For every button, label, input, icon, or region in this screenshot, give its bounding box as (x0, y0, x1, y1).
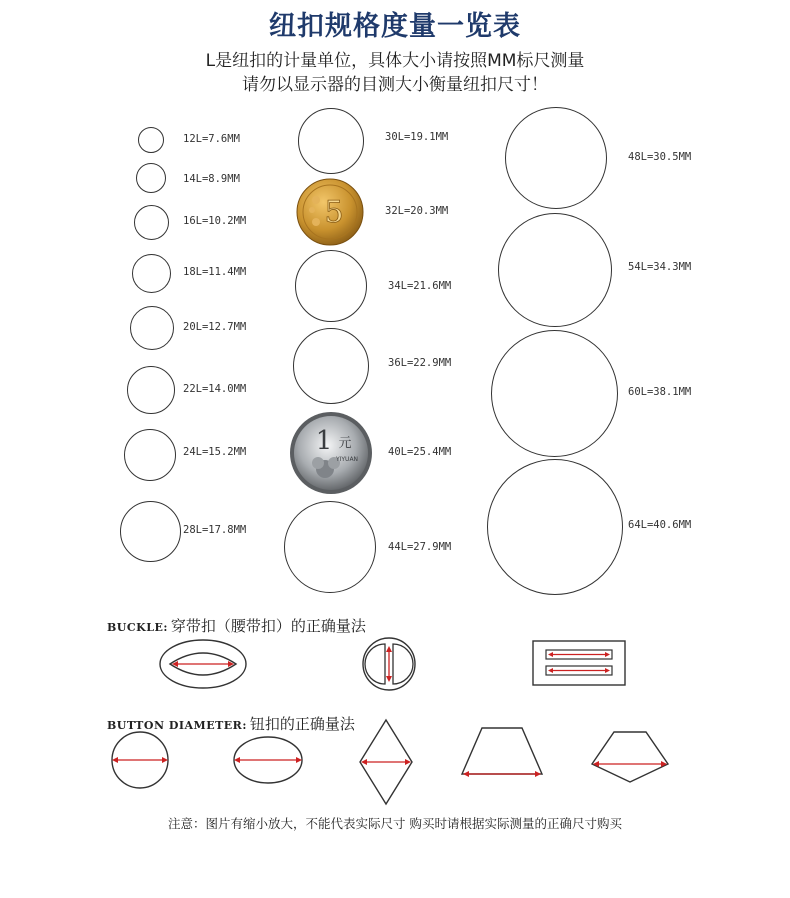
size-label-24l: 24L=15.2MM (183, 446, 247, 458)
circle-54l (498, 213, 612, 327)
size-label-36l: 36L=22.9MM (388, 357, 452, 369)
button-label-en: BUTTON DIAMETER: (107, 719, 247, 732)
footer-note: 注意：图片有缩小放大，不能代表实际尺寸 购买时请根据实际测量的正确尺寸购买 (168, 816, 622, 831)
circle-18l (132, 254, 171, 293)
coin1-pinyin: YIYUAN (335, 456, 359, 463)
size-label-34l: 34L=21.6MM (388, 280, 452, 292)
circle-22l (127, 366, 175, 414)
size-label-64l: 64L=40.6MM (628, 519, 692, 531)
size-label-28l: 28L=17.8MM (183, 524, 247, 536)
button-diagram-diamond (358, 718, 414, 806)
circle-30l (298, 108, 364, 174)
size-label-20l: 20L=12.7MM (183, 321, 247, 333)
size-label-44l: 44L=27.9MM (388, 541, 452, 553)
size-label-18l: 18L=11.4MM (183, 266, 247, 278)
circle-34l (295, 250, 367, 322)
buckle-label-en: BUCKLE: (107, 621, 168, 634)
coin1-numeral: 1 (315, 426, 333, 456)
subtitle-line-2: 请勿以显示器的目测大小衡量纽扣尺寸！ (242, 75, 548, 95)
circle-12l (138, 127, 164, 153)
buckle-diagram-rect (532, 640, 626, 686)
size-label-16l: 16L=10.2MM (183, 215, 247, 227)
circle-16l (134, 205, 169, 240)
button-label-cn: 钮扣的正确量法 (249, 715, 355, 733)
size-label-12l: 12L=7.6MM (183, 133, 240, 145)
subtitle-line-1: L是纽扣的计量单位，具体大小请按照MM标尺测量 (205, 51, 585, 71)
circle-36l (293, 328, 369, 404)
circle-60l (491, 330, 618, 457)
size-label-30l: 30L=19.1MM (385, 131, 449, 143)
page-title: 纽扣规格度量一览表 (269, 11, 521, 42)
size-label-22l: 22L=14.0MM (183, 383, 247, 395)
circle-24l (124, 429, 176, 481)
circle-20l (130, 306, 174, 350)
buckle-diagram-round (361, 636, 417, 692)
size-label-60l: 60L=38.1MM (628, 386, 692, 398)
circle-28l (120, 501, 181, 562)
button-diagram-trapezoid (460, 726, 544, 778)
coin1-char: 元 (338, 436, 352, 451)
buckle-section-label (107, 615, 366, 636)
circle-48l (505, 107, 607, 209)
coin-5-jiao (296, 178, 364, 246)
coin-1-yuan (289, 411, 373, 495)
button-diagram-circle (110, 730, 170, 790)
size-label-48l: 48L=30.5MM (628, 151, 692, 163)
circle-44l (284, 501, 376, 593)
size-label-32l: 32L=20.3MM (385, 205, 449, 217)
button-diagram-oval (232, 734, 304, 786)
coin5-numeral: 5 (324, 195, 344, 230)
buckle-label-cn: 穿带扣（腰带扣）的正确量法 (170, 617, 366, 635)
button-diagram-pentagon (590, 728, 670, 784)
size-label-54l: 54L=34.3MM (628, 261, 692, 273)
size-label-40l: 40L=25.4MM (388, 446, 452, 458)
buckle-diagram-oval (158, 638, 248, 690)
size-label-14l: 14L=8.9MM (183, 173, 240, 185)
circle-14l (136, 163, 166, 193)
circle-64l (487, 459, 623, 595)
